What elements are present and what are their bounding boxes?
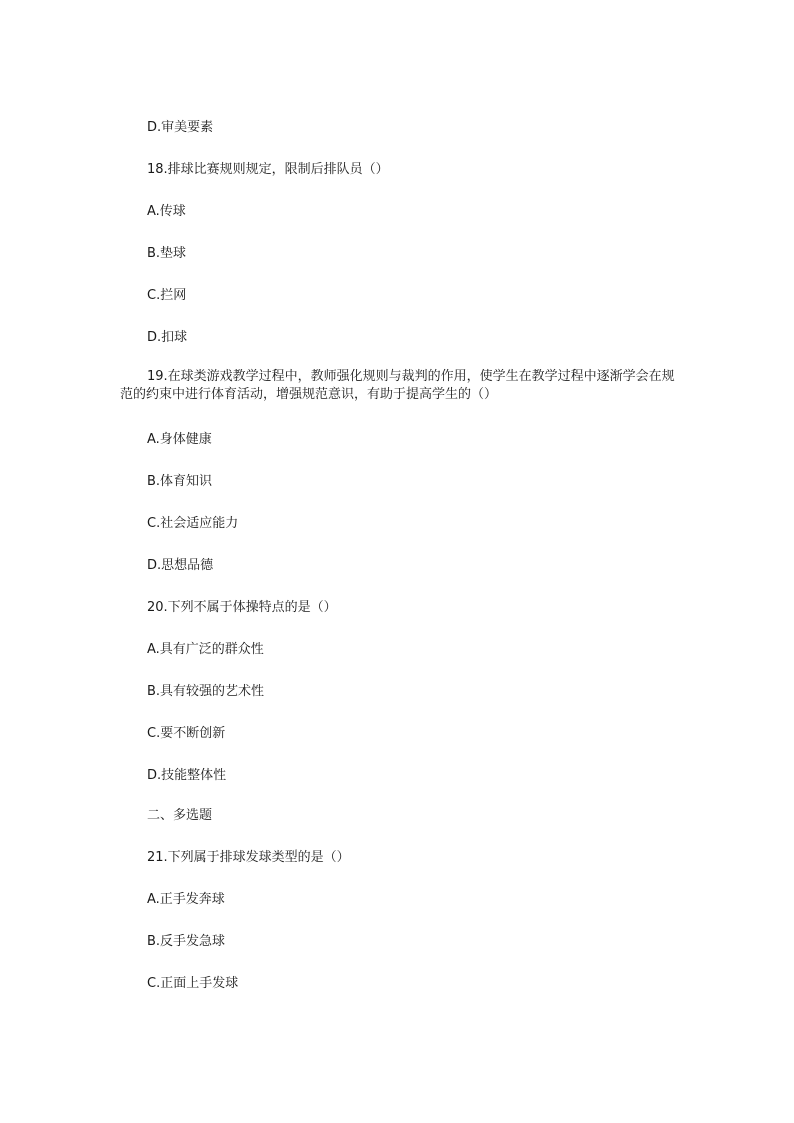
q20-question: 20.下列不属于体操特点的是（） xyxy=(147,600,337,615)
section-heading-multiple-choice: 二、多选题 xyxy=(147,808,213,823)
q18-option-b: B.垫球 xyxy=(147,246,187,261)
q20-option-a: A.具有广泛的群众性 xyxy=(147,642,264,657)
q19-question: 19.在球类游戏教学过程中，教师强化规则与裁判的作用，使学生在教学过程中逐渐学会在规范的约束中进行体育活动，增强规范意识，有助于提高学生的（） xyxy=(120,369,675,402)
q18-option-d: D.扣球 xyxy=(147,330,188,345)
q20-option-c: C.要不断创新 xyxy=(147,726,226,741)
q17-option-d: D.审美要素 xyxy=(147,120,214,135)
q19-option-a: A.身体健康 xyxy=(147,432,212,447)
q18-option-c: C.拦网 xyxy=(147,288,187,303)
q21-option-c: C.正面上手发球 xyxy=(147,976,239,991)
q19-option-b: B.体育知识 xyxy=(147,474,213,489)
q21-question: 21.下列属于排球发球类型的是（） xyxy=(147,850,350,865)
q18-option-a: A.传球 xyxy=(147,204,186,219)
q20-option-d: D.技能整体性 xyxy=(147,768,227,783)
q21-option-a: A.正手发奔球 xyxy=(147,892,225,907)
q20-option-b: B.具有较强的艺术性 xyxy=(147,684,265,699)
q21-option-b: B.反手发急球 xyxy=(147,934,226,949)
q19-option-d: D.思想品德 xyxy=(147,558,214,573)
q18-question: 18.排球比赛规则规定，限制后排队员（） xyxy=(147,162,389,177)
q19-option-c: C.社会适应能力 xyxy=(147,516,239,531)
